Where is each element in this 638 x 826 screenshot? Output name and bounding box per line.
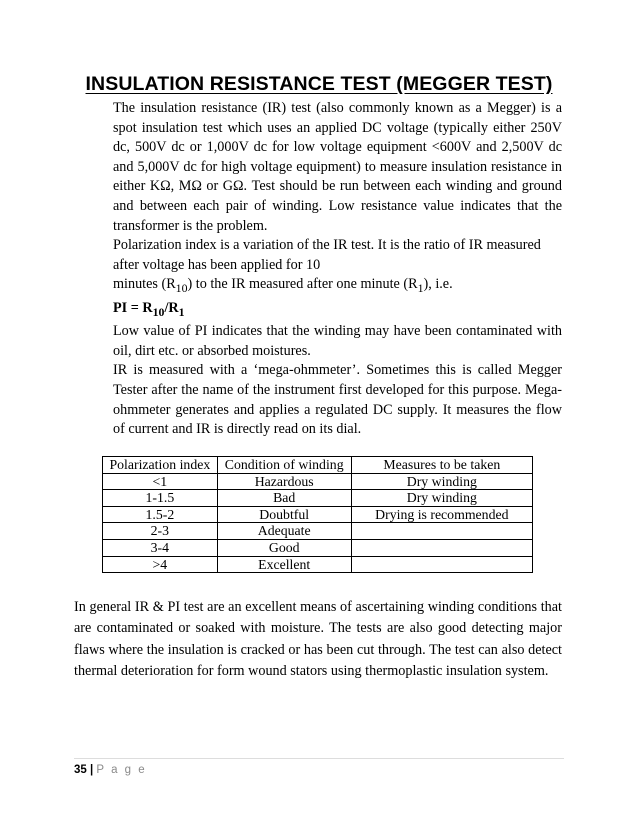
table-cell: Hazardous xyxy=(217,473,351,490)
table-row xyxy=(103,490,533,507)
page-footer xyxy=(74,764,147,776)
table-row xyxy=(103,506,533,523)
table-cell xyxy=(351,556,532,573)
table-header-row xyxy=(103,457,533,474)
table-cell: >4 xyxy=(103,556,218,573)
table-header: Condition of winding xyxy=(217,457,351,474)
table-row xyxy=(103,539,533,556)
table-cell: Good xyxy=(217,539,351,556)
table-cell: Drying is recommended xyxy=(351,506,532,523)
paragraph-pi-line1: Polarization index is a variation of the IR test. It is the ratio of IR measured after voltage has been applied for 10 xyxy=(113,237,541,273)
table-cell: Dry winding xyxy=(351,490,532,507)
page-number: 35 xyxy=(74,764,87,776)
table-cell: Dry winding xyxy=(351,473,532,490)
paragraph-mega-ohmmeter: IR is measured with a ‘mega-ohmmeter’. Sometimes this is called Megger Tester after the name of the instrument first developed for this purpose. Mega-ohmmeter generates and applies a regulated DC supply. It measures the flow of current and IR is directly read on its dial. xyxy=(113,362,562,438)
page-title: INSULATION RESISTANCE TEST (MEGGER TEST) xyxy=(85,73,553,95)
paragraph-pi-line2: minutes $(R_{10})$ to the IR measured after one minute $(R_1)$, i.e. xyxy=(113,276,453,296)
table-cell: 1.5-2 xyxy=(103,506,218,523)
table-cell: Excellent xyxy=(217,556,351,573)
table-cell: 2-3 xyxy=(103,523,218,540)
table-row xyxy=(103,473,533,490)
table-cell: Adequate xyxy=(217,523,351,540)
page-label: P a g e xyxy=(96,764,147,776)
closing-paragraph: In general IR & PI test are an excellent means of ascertaining winding conditions that are contaminated or soaked with moisture. The tests are also good detecting major flaws where the insulation is cracked or has been cut through. The test can also detect thermal deterioration for form wound stators using thermoplastic insulation system. xyxy=(74,599,562,680)
footer-divider xyxy=(74,758,564,759)
paragraph-ir-test: The insulation resistance (IR) test (also commonly known as a Megger) is a spot insulation test which uses an applied DC voltage (typically either 250V dc, 500V dc or 1,000V dc for low voltage equipment <600V and 2,500V dc and 5,000V dc for high voltage equipment) to measure insulation resistance in either KΩ, MΩ or GΩ. Test should be run between each winding and ground and between each pair of winding. Low resistance value indicates that the transformer is the problem. xyxy=(113,100,562,234)
paragraph-low-pi: Low value of PI indicates that the winding may have been contaminated with oil, dirt etc. or absorbed moistures. xyxy=(113,323,562,359)
table-cell: 1-1.5 xyxy=(103,490,218,507)
table-cell: 3-4 xyxy=(103,539,218,556)
table-header: Measures to be taken xyxy=(351,457,532,474)
table-cell xyxy=(351,523,532,540)
body-text xyxy=(113,99,562,440)
table-row xyxy=(103,556,533,573)
table-cell: Bad xyxy=(217,490,351,507)
table-cell: <1 xyxy=(103,473,218,490)
table-cell: Doubtful xyxy=(217,506,351,523)
pi-formula: PI = $R_{10}/R_1$ xyxy=(113,299,185,319)
footer-separator: | xyxy=(86,764,97,776)
table-header: Polarization index xyxy=(103,457,218,474)
table-cell xyxy=(351,539,532,556)
pi-table xyxy=(102,456,533,573)
table-row xyxy=(103,523,533,540)
